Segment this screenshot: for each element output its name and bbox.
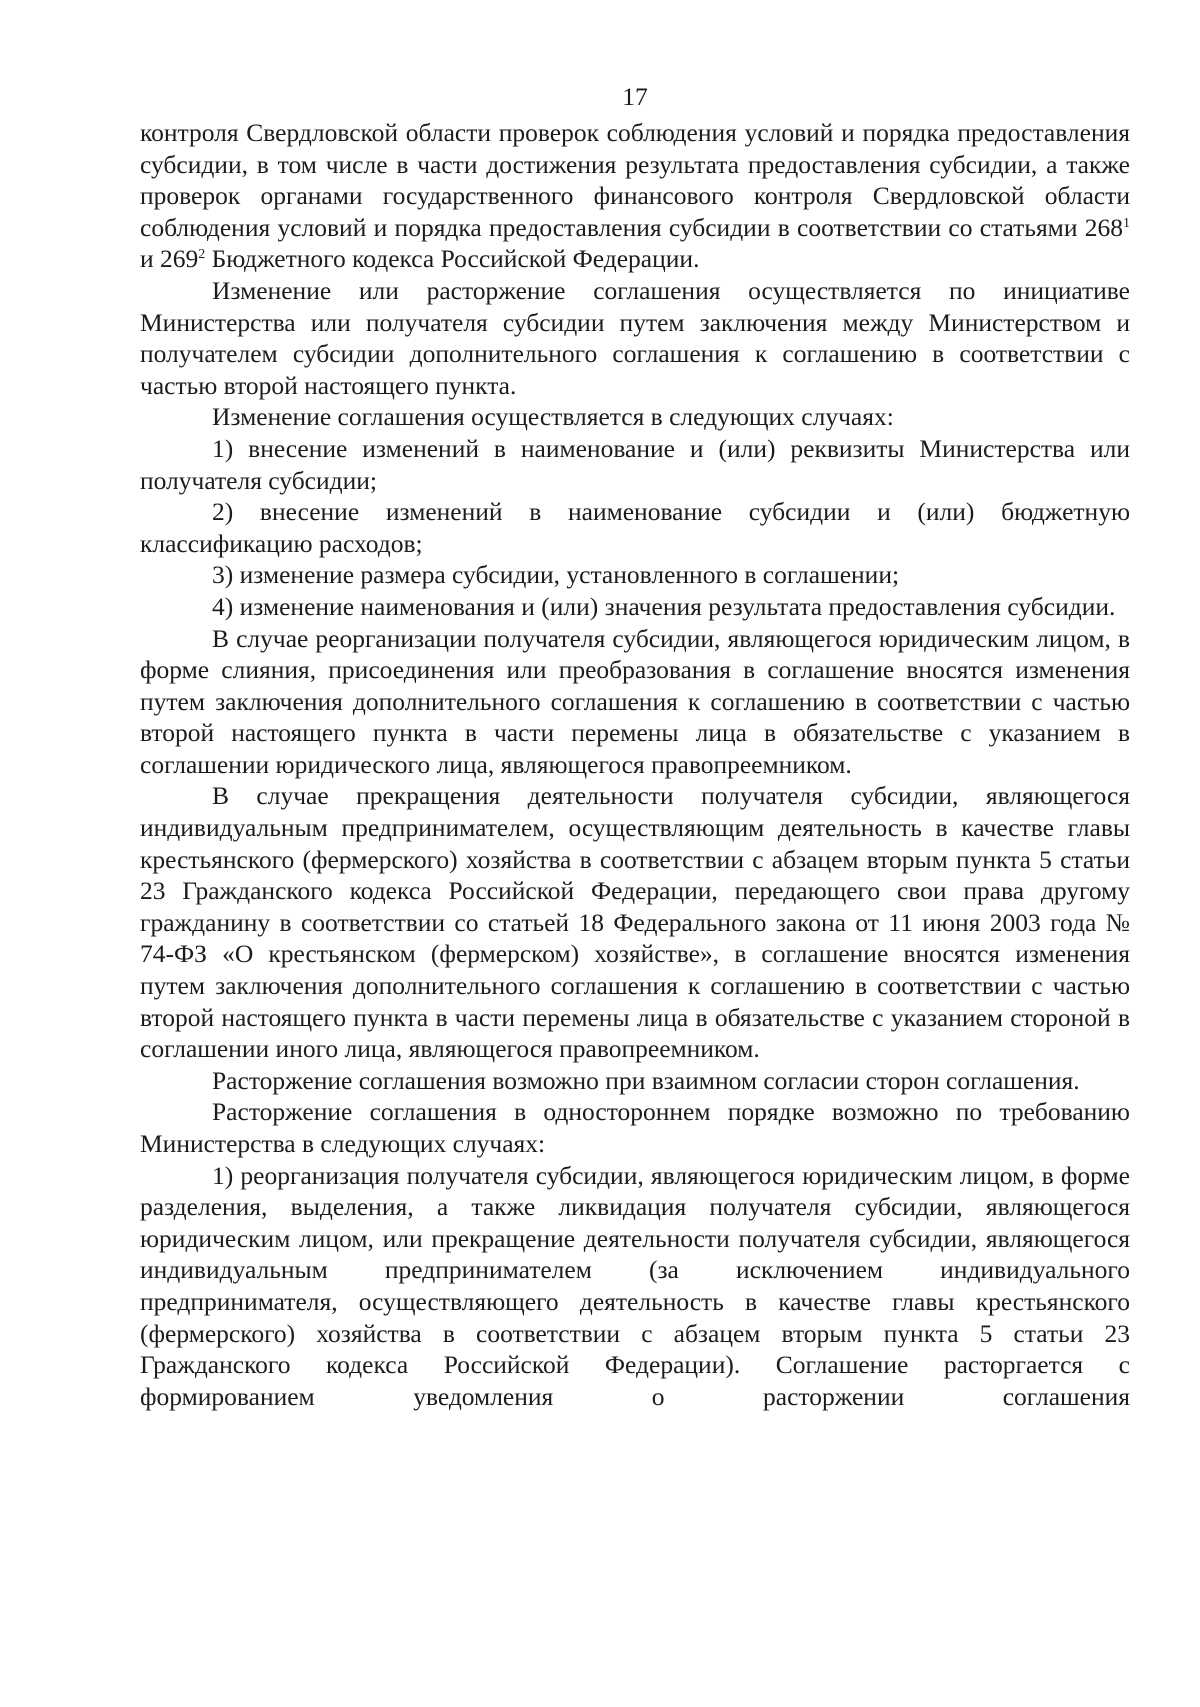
paragraph-text: Бюджетного кодекса Российской Федерации.	[205, 244, 700, 274]
superscript: 2	[198, 247, 206, 263]
document-page	[140, 82, 1130, 1412]
list-item: 2) внесение изменений в наименование субсидии и (или) бюджетную классификацию расходов;	[140, 497, 1130, 558]
list-item: 3) изменение размера субсидии, установленного в соглашении;	[212, 560, 900, 590]
paragraph: В случае реорганизации получателя субсидии, являющегося юридическим лицом, в форме слияния, присоединения или преобразования в соглашение вносятся изменения путем заключения дополнительного соглашения к соглашению в соответствии с частью второй настоящего пункта в части перемены лица в обязательстве с указанием в соглашении юридического лица, являющегося правопреемником.	[140, 623, 1130, 779]
paragraph: Изменение соглашения осуществляется в следующих случаях:	[212, 402, 894, 432]
superscript: 1	[1123, 215, 1130, 231]
paragraph	[140, 117, 1130, 275]
paragraph-text: и 269	[140, 244, 199, 274]
list-item: 1) внесение изменений в наименование и (или) реквизиты Министерства или получателя субсидии;	[140, 433, 1130, 495]
paragraph: Расторжение соглашения в одностороннем порядке возможно по требованию Министерства в следующих случаях:	[140, 1097, 1130, 1158]
paragraph: В случае прекращения деятельности получателя субсидии, являющегося индивидуальным предпринимателем, осуществляющим деятельность в качестве главы крестьянского (фермерского) хозяйства в соответствии с абзацем вторым пункта 5 статьи 23 Гражданского кодекса Российской Федерации, передающего свои права другому гражданину в соответствии со статьей 18 Федерального закона от 11 июня 2003 года № 74-ФЗ «О крестьянском (фермерском) хозяйстве», в соглашение вносятся изменения путем заключения дополнительного соглашения к соглашению в соответствии с частью второй настоящего пункта в части перемены лица в обязательстве с указанием стороной в соглашении иного лица, являющегося правопреемником.	[140, 781, 1130, 1064]
paragraph: Расторжение соглашения возможно при взаимном согласии сторон соглашения.	[212, 1065, 1080, 1095]
list-item: 4) изменение наименования и (или) значения результата предоставления субсидии.	[212, 591, 1116, 621]
list-item: 1) реорганизация получателя субсидии, являющегося юридическим лицом, в форме разделения, выделения, а также ликвидация получателя субсидии, являющегося юридическим лицом, или прекращение деятельности получателя субсидии, являющегося индивидуальным предпринимателем (за исключением индивидуального предпринимателя, осуществляющего деятельность в качестве главы крестьянского (фермерского) хозяйства в соответствии с абзацем вторым пункта 5 статьи 23 Гражданского кодекса Российской Федерации). Соглашение расторгается с формированием уведомления о расторжении соглашения	[140, 1160, 1130, 1411]
paragraph-text: контроля Свердловской области проверок соблюдения условий и порядка предоставления субсидии, в том числе в части достижения результата предоставления субсидии, а также проверок органами государственного финансового контроля Свердловской области соблюдения условий и порядка предоставления субсидии в соответствии со статьями 268	[140, 118, 1130, 242]
page-number: 17	[622, 82, 648, 111]
paragraph: Изменение или расторжение соглашения осуществляется по инициативе Министерства или получателя субсидии путем заключения между Министерством и получателем субсидии дополнительного соглашения к соглашению в соответствии с частью второй настоящего пункта.	[140, 275, 1130, 400]
